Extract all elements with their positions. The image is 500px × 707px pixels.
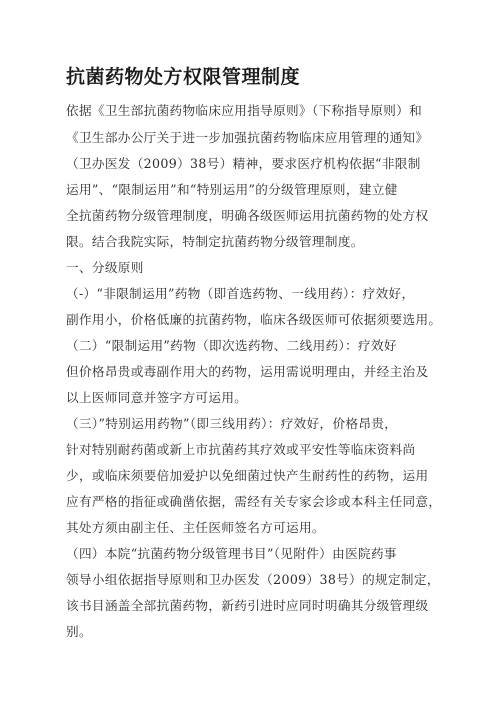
paragraph-line: 运用”、“限制运用”和“特别运用”的分级管理原则，建立健 <box>66 182 398 197</box>
paragraph-line: 该书目涵盖全部抗菌药物，新药引进时应同时明确其分级管理级 <box>66 598 429 613</box>
paragraph-line: 但价格昂贵或毒副作用大的药物，运用需说明理由，并经主治及 <box>66 364 429 379</box>
paragraph-line: 依据《卫生部抗菌药物临床应用指导原则》（下称指导原则）和 <box>66 103 423 118</box>
document-title: 抗菌药物处方权限管理制度 <box>66 66 301 88</box>
paragraph-line: 别。 <box>66 624 92 639</box>
paragraph-line: 副作用小，价格低廉的抗菌药物，临床各级医师可依据须要选用。 <box>66 312 442 327</box>
paragraph-line: 《卫生部办公厅关于进一步加强抗菌药物临床应用管理的通知》 <box>66 130 429 145</box>
paragraph-line: 领导小组依据指导原则和卫办医发（2009）38号）的规定制定， <box>66 572 440 587</box>
paragraph-line: 应有严格的指征或确凿依据，需经有关专家会诊或本科主任同意， <box>66 494 442 509</box>
paragraph-line: （三）”特别运用药物”（即三线用药）：疗效好，价格昂贵， <box>66 416 398 431</box>
paragraph-line: 其处方须由副主任、主任医师签名方可运用。 <box>66 520 325 535</box>
section-heading: 一、分级原则 <box>66 260 144 275</box>
paragraph-line: 全抗菌药物分级管理制度，明确各级医师运用抗菌药物的处方权 <box>66 208 429 223</box>
paragraph-line: （-）“非限制运用”药物（即首选药物、一线用药）：疗效好， <box>66 286 415 301</box>
paragraph-line: 少，或临床须要倍加爱护以免细菌过快产生耐药性的药物，运用 <box>66 468 429 483</box>
paragraph-line: （卫办医发（2009）38号）精神，要求医疗机构依据“非限制 <box>66 156 421 171</box>
paragraph-line: 以上医师同意并签字方可运用。 <box>66 390 248 405</box>
paragraph-line: 限。结合我院实际，特制定抗菌药物分级管理制度。 <box>66 234 364 249</box>
paragraph-line: （二）“限制运用”药物（即次选药物、二线用药）：疗效好 <box>66 338 397 353</box>
paragraph-line: （四）本院“抗菌药物分级管理书目”（见附件）由医院药事 <box>66 546 397 561</box>
paragraph-line: 针对特别耐药菌或新上市抗菌药其疗效或平安性等临床资料尚 <box>66 442 416 457</box>
